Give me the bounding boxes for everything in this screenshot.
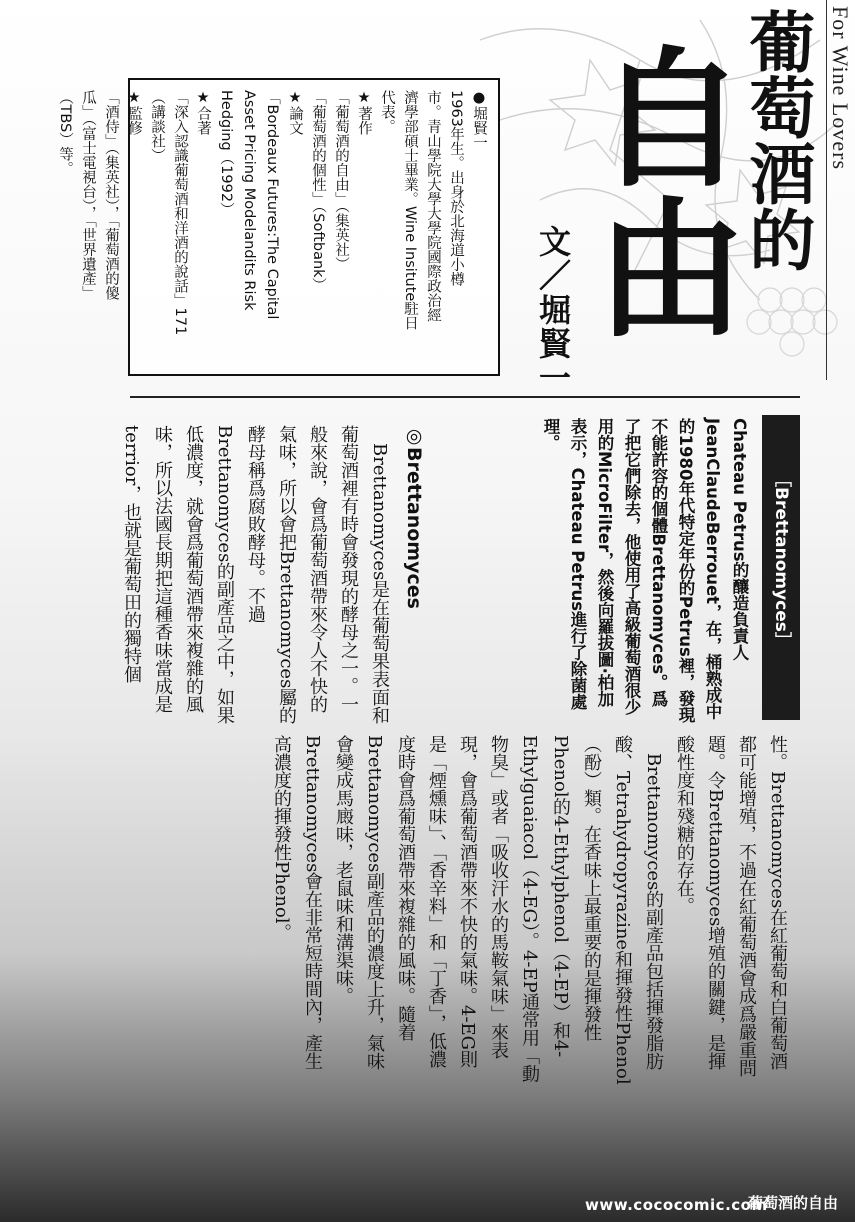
bio-line: （TBS）等。 — [57, 90, 73, 176]
bio-line: 「深入認識葡萄酒和洋酒的說話」171 — [172, 90, 188, 336]
title-big: 自由 — [570, 40, 746, 340]
author-bio-box — [57, 78, 500, 376]
section-subheading: ◎Brettanomyces — [403, 425, 425, 609]
bio-line: ★監修 — [126, 90, 142, 135]
byline: 文／堀賢一 — [534, 225, 572, 395]
lead-paragraph: Chateau Petrus的釀造負責人JeanClaudeBerrouet，在，桶熟成中的1980年代特定年份的Petrus裡，發現不能許容的個體Brettanomyces。爲了把它們除去，他使用了高級葡萄酒很少用的MicroFilter，然後向羅拔圖·柏加表示，Chateau Petrus進行了除菌處理。 — [541, 418, 749, 723]
bio-line: 市。青山學院大學大學院國際政治經 — [425, 90, 441, 322]
author-bio-text — [53, 90, 490, 368]
bio-line: 濟學部碩士畢業。Wine Insitute駐日 — [402, 90, 418, 331]
bio-line: 「Bordeaux Futures:The Capital — [264, 90, 280, 320]
bio-line: ●堀賢一 — [471, 90, 487, 150]
bio-line: 1963年生。出身於北海道小樽 — [448, 90, 464, 287]
bio-line: 代表。 — [379, 90, 395, 134]
bio-line: ★論文 — [287, 90, 303, 135]
bio-line: （講談社） — [149, 90, 165, 163]
spine-english-title: For Wine Lovers — [828, 6, 853, 171]
footer-watermark-url: www.cococomic.com — [585, 1196, 768, 1214]
bio-line: ★著作 — [356, 90, 372, 135]
section-divider — [130, 396, 800, 398]
section-tag-label: ［Brettanomyces］ — [771, 470, 791, 649]
footer-running-title: 葡萄酒的自由 — [748, 1194, 839, 1212]
bio-line: 「葡萄酒的個性」（Softbank） — [310, 90, 326, 293]
body-text-upper: Brettanomyces是在葡萄果表面和葡萄酒裡有時會發現的酵母之一。一般來說，會爲葡萄酒帶來令人不快的氣味，所以會把Brettanomyces屬的酵母稱爲腐敗酵母。不過Brettanomyces的副產品之中，如果低濃度，就會爲葡萄酒帶來複雜的風味，所以法國長期把這種香味當成是terrior，也就是葡萄田的獨特個 — [121, 425, 390, 725]
bio-line: Asset Pricing Modelandits Risk — [241, 90, 257, 311]
bio-line: ★合著 — [195, 90, 211, 135]
bio-line: 瓜」（富士電視台），「世界遺產」 — [80, 90, 96, 301]
body-text-lower: 性。Brettanomyces在紅葡萄和白葡萄酒都可能增殖，不過在紅葡萄酒會成爲嚴重問題。令Brettanomyces增殖的關鍵，是揮酸性度和殘糖的存在。 Brettanomyces的副產品包括揮發脂肪酸、Tetrahydropyrazine和揮發性Phenol（酚）類。在香味上最重要的是揮發性Phenol的4-Ethylphenol（4-EP）和4-Ethylguaiacol（4-EG）。4-EP通常用「動物臭」或者「吸收汗水的馬鞍氣味」來表現，會爲葡萄酒帶來不快的氣味。4-EG則是「煙燻味」、「香辛料」和「丁香」，低濃度時會爲葡萄酒帶來複雜的風味。隨着Brettanomyces副產品的濃度上升，氣味會變成馬廄味，老鼠味和溝渠味。Brettanomyces會在非常短時間內，產生高濃度的揮發性Phenol。 — [271, 735, 788, 1085]
bio-line: 「酒侍」（集英社），「葡萄酒的傻 — [103, 90, 119, 301]
bio-line: Hedging（1992） — [218, 90, 234, 217]
bio-line: 「葡萄酒的自由」（集英社） — [333, 90, 349, 272]
title-small: 葡萄酒的 — [738, 8, 816, 272]
